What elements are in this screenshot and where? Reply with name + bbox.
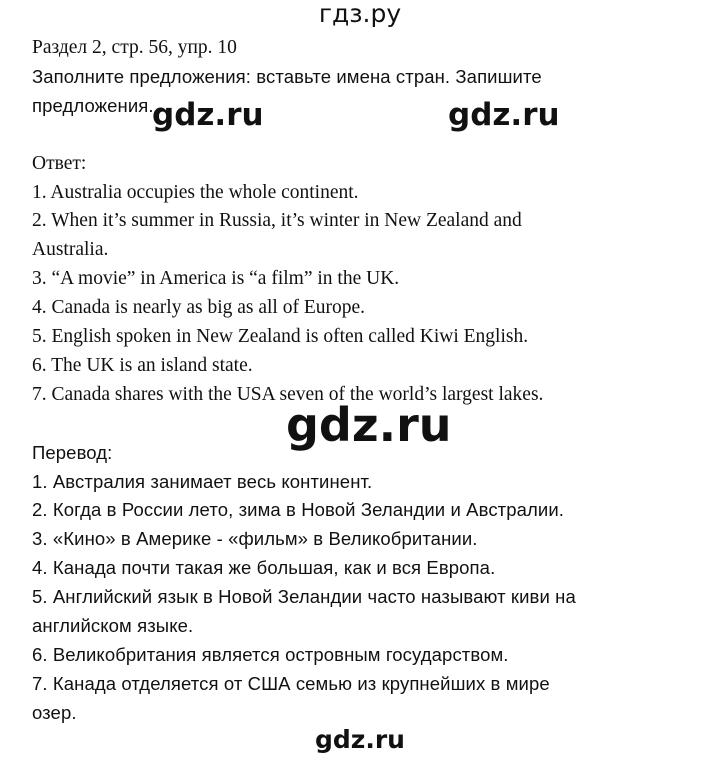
spacer <box>32 121 702 150</box>
translation-item-5: 5. Английский язык в Новой Зеландии часто называют киви на <box>32 586 576 608</box>
site-footer-logo: gdz.ru <box>315 725 405 754</box>
translation-item-1: 1. Австралия занимает весь континент. <box>32 470 373 492</box>
document-body <box>32 34 702 728</box>
translation-item-7-cont: озер. <box>32 701 77 723</box>
answer-heading: Ответ: <box>32 152 87 174</box>
answer-item-5: 5. English spoken in New Zealand is often called Kiwi English. <box>32 326 529 348</box>
translation-heading: Перевод: <box>32 441 113 463</box>
answer-item-3: 3. “A movie” in America is “a film” in the UK. <box>32 268 400 290</box>
task-line-2: предложения. <box>32 94 154 116</box>
answer-item-6: 6. The UK is an island state. <box>32 354 253 376</box>
answer-item-4: 4. Canada is nearly as big as all of Europe. <box>32 297 366 319</box>
translation-item-4: 4. Канада почти такая же большая, как и вся Европа. <box>32 557 496 579</box>
answer-item-7: 7. Canada shares with the USA seven of the world’s largest lakes. <box>32 383 544 405</box>
watermark: gdz.ru <box>286 398 452 452</box>
watermark: gdz.ru <box>152 97 264 133</box>
translation-item-5-cont: английском языке. <box>32 615 194 637</box>
watermark: gdz.ru <box>448 97 560 133</box>
translation-item-3: 3. «Кино» в Америке - «фильм» в Великобритании. <box>32 528 478 550</box>
site-header-logo: гдз.ру <box>318 0 402 28</box>
answer-item-2-cont: Australia. <box>32 239 109 261</box>
task-line-1: Заполните предложения: вставьте имена стран. Запишите <box>32 65 542 87</box>
translation-item-7: 7. Канада отделяется от США семью из крупнейших в мире <box>32 672 550 694</box>
answer-item-2: 2. When it’s summer in Russia, it’s winter in New Zealand and <box>32 210 522 232</box>
section-title: Раздел 2, стр. 56, упр. 10 <box>32 37 237 58</box>
translation-item-2: 2. Когда в России лето, зима в Новой Зеландии и Австралии. <box>32 499 565 521</box>
translation-item-6: 6. Великобритания является островным государством. <box>32 644 509 665</box>
answer-item-1: 1. Australia occupies the whole continent. <box>32 181 359 203</box>
